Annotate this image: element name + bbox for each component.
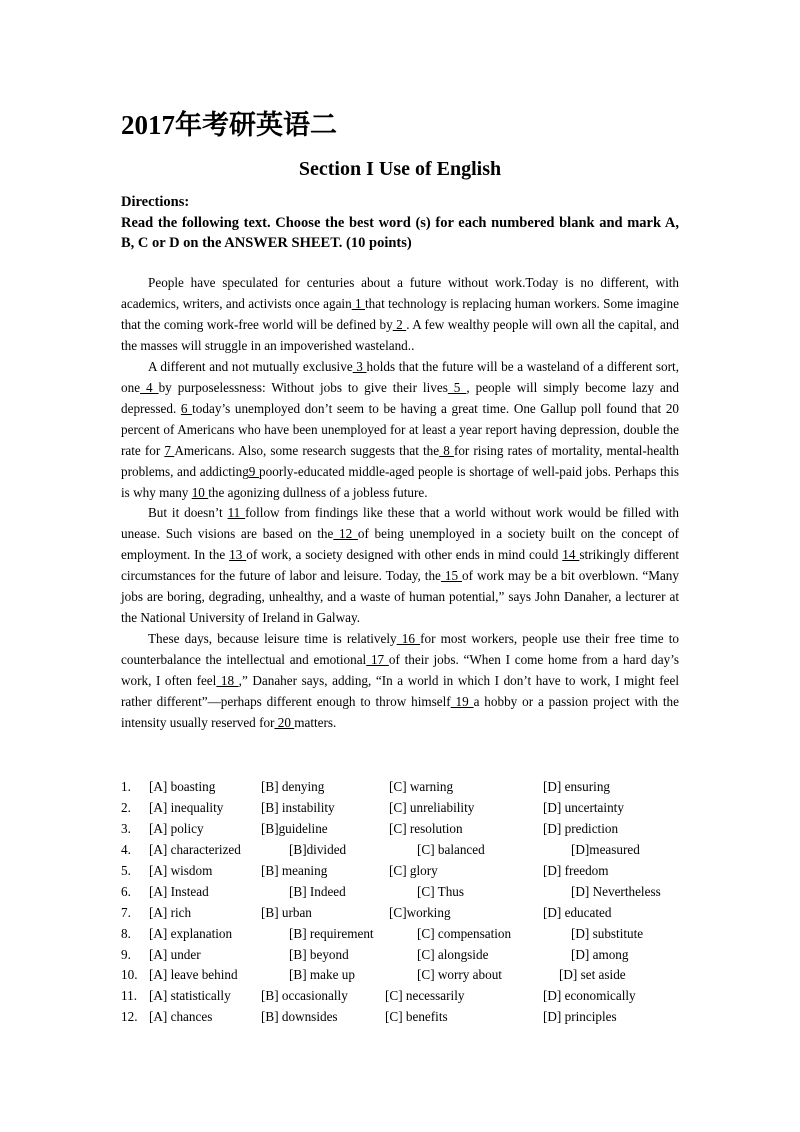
passage-text: A different and not mutually exclusive (148, 358, 353, 374)
option-d: [D] among (571, 946, 629, 962)
option-b: [B]divided (289, 841, 347, 857)
blank-number: 15 (440, 568, 462, 584)
option-d: [D]measured (571, 841, 640, 857)
question-option-row (121, 798, 679, 819)
question-number: 1. (121, 779, 131, 794)
blank-number: 2 (392, 316, 407, 332)
blank-number: 12 (333, 526, 358, 542)
question-option-row (121, 777, 679, 798)
passage-text: holds that the future will be a wasteland of a different sort, one (121, 358, 680, 395)
question-option-row (121, 861, 679, 882)
passage-text: These days, because leisure time is relatively (148, 631, 397, 647)
option-b: [B] denying (261, 779, 325, 794)
option-b: [B] Indeed (289, 883, 346, 899)
question-number: 10. (121, 967, 138, 983)
option-a: [A] under (149, 946, 201, 962)
passage-text: follow from findings like these that a world without work would be filled with unease. Such visions are based on the (121, 505, 679, 542)
question-number: 9. (121, 946, 131, 962)
blank-number: 8 (439, 442, 454, 458)
passage-text: the agonizing dullness of a jobless future. (208, 484, 428, 500)
passage-text: of their jobs. “When I come home from a hard day’s work, I often feel (121, 652, 679, 689)
question-option-row (121, 840, 679, 861)
option-a: [A] characterized (149, 841, 241, 857)
option-d: [D] substitute (571, 925, 644, 941)
question-number: 2. (121, 799, 131, 815)
option-c: [C] balanced (417, 841, 485, 857)
directions-block (121, 192, 679, 254)
option-b: [B] urban (261, 904, 312, 920)
option-c: [C] compensation (417, 925, 512, 941)
passage-text: of being unemployed in a society built on the concept of employment. In the (121, 526, 679, 563)
passage-text: People have speculated for centuries about a future without work.Today is no different, with academics, writers, and activists once again (121, 275, 679, 311)
blank-number: 9 (248, 463, 260, 479)
passage-text: ,” Danaher says, adding, “In a world in which I don’t have to work, I might feel rather different”—perhaps different enough to throw himself (121, 673, 680, 710)
passage-text: . A few wealthy people will own all the capital, and the masses will struggle in an impoverished wasteland.. (121, 316, 680, 353)
passage-text: , people will simply become lazy and depressed. (121, 379, 679, 416)
blank-number: 11 (227, 505, 246, 521)
option-c: [C] resolution (389, 820, 463, 836)
blank-number: 16 (396, 631, 421, 647)
question-number: 6. (121, 883, 131, 899)
question-option-row (121, 819, 679, 840)
passage-text: Americans. Also, some research suggests that the (174, 442, 440, 458)
passage-text: for most workers, people use their free time to counterbalance the intellectual and emotional (121, 631, 680, 668)
option-a: [A] leave behind (149, 967, 238, 983)
passage-text: matters. (294, 715, 337, 731)
question-number: 11. (121, 988, 137, 1004)
option-a: [A] Instead (149, 883, 209, 899)
blank-number: 5 (447, 379, 467, 395)
option-b: [B] make up (289, 967, 355, 983)
blank-number: 10 (191, 484, 209, 500)
option-c: [C] Thus (417, 883, 465, 899)
passage-text: of work may be a bit overblown. “Many jobs are boring, degrading, unhealthy, and a waste of human potential,” says John Danaher, a lecturer at the National University of Ireland in Galway. (121, 568, 679, 626)
question-option-row (121, 986, 679, 1007)
option-c: [C]working (389, 904, 451, 920)
option-d: [D] prediction (543, 820, 619, 836)
answer-options (121, 777, 679, 1028)
question-option-row (121, 965, 679, 986)
passage-paragraph (121, 273, 679, 357)
option-d: [D] uncertainty (543, 799, 624, 815)
reading-passage (121, 273, 679, 734)
question-option-row (121, 1007, 679, 1028)
document-title: 2017年考研英语二 (121, 110, 337, 140)
option-d: [D] educated (543, 904, 612, 920)
section-heading: Section I Use of English (298, 158, 502, 180)
option-d: [D] principles (543, 1009, 617, 1025)
option-d: [D] set aside (559, 967, 626, 983)
option-a: [A] boasting (149, 779, 216, 794)
option-b: [B] occasionally (261, 988, 348, 1004)
option-a: [A] statistically (149, 988, 231, 1004)
option-b: [B] instability (261, 799, 335, 815)
blank-number: 1 (351, 295, 366, 311)
blank-number: 19 (450, 694, 474, 710)
option-d: [D] economically (543, 988, 636, 1004)
blank-number: 3 (352, 358, 367, 374)
question-option-row (121, 903, 679, 924)
option-c: [C] glory (389, 862, 438, 878)
blank-number: 7 (164, 442, 175, 458)
passage-paragraph (121, 357, 679, 504)
blank-number: 14 (562, 547, 580, 563)
option-c: [C] benefits (385, 1009, 448, 1025)
option-b: [B] meaning (261, 862, 328, 878)
option-d: [D] Nevertheless (571, 883, 661, 899)
option-a: [A] inequality (149, 799, 224, 815)
option-c: [C] warning (389, 779, 454, 794)
option-b: [B]guideline (261, 820, 328, 836)
blank-number: 13 (229, 547, 247, 563)
passage-text: that technology is replacing human workers. Some imagine that the coming work-free world will be defined by (121, 295, 680, 332)
option-a: [A] explanation (149, 925, 233, 941)
question-number: 4. (121, 841, 131, 857)
option-b: [B] beyond (289, 946, 349, 962)
option-b: [B] requirement (289, 925, 374, 941)
question-number: 12. (121, 1009, 138, 1025)
passage-text: of work, a society designed with other ends in mind could (246, 547, 563, 563)
question-number: 8. (121, 925, 131, 941)
directions-text: Read the following text. Choose the best word (s) for each numbered blank and mark A, B, C or D on the ANSWER SHEET. (10 points) (121, 214, 679, 251)
blank-number: 17 (366, 652, 389, 668)
question-option-row (121, 945, 679, 966)
option-a: [A] wisdom (149, 862, 213, 878)
option-c: [C] unreliability (389, 799, 475, 815)
passage-text: But it doesn’t (148, 505, 228, 521)
passage-paragraph (121, 503, 679, 629)
passage-text: strikingly different circumstances for the future of labor and leisure. Today, the (121, 547, 680, 584)
passage-text: today’s unemployed don’t seem to be having a great time. One Gallup poll found that 20 percent of Americans who have been unemployed for at least a year report having depression, double the rate for (121, 400, 680, 458)
option-a: [A] rich (149, 904, 192, 920)
question-number: 7. (121, 904, 131, 920)
blank-number: 18 (216, 673, 239, 689)
blank-number: 6 (180, 400, 193, 416)
question-number: 3. (121, 820, 131, 836)
passage-text: for rising rates of mortality, mental-health problems, and addicting (121, 442, 680, 479)
passage-paragraph (121, 629, 679, 734)
blank-number: 20 (274, 715, 295, 731)
directions-label: Directions: (121, 194, 190, 210)
passage-text: a hobby or a passion project with the intensity usually reserved for (121, 694, 679, 731)
passage-text: by purposelessness: Without jobs to give their lives (158, 379, 448, 395)
option-c: [C] alongside (417, 946, 489, 962)
question-option-row (121, 882, 679, 903)
question-number: 5. (121, 862, 131, 878)
blank-number: 4 (140, 379, 159, 395)
option-d: [D] ensuring (543, 779, 611, 794)
option-a: [A] chances (149, 1009, 213, 1025)
option-c: [C] worry about (417, 967, 502, 983)
passage-text: poorly-educated middle-aged people is shortage of well-paid jobs. Perhaps this is why many (121, 463, 679, 500)
question-option-row (121, 924, 679, 945)
option-b: [B] downsides (261, 1009, 338, 1025)
option-d: [D] freedom (543, 862, 609, 878)
option-a: [A] policy (149, 820, 204, 836)
option-c: [C] necessarily (385, 988, 465, 1004)
